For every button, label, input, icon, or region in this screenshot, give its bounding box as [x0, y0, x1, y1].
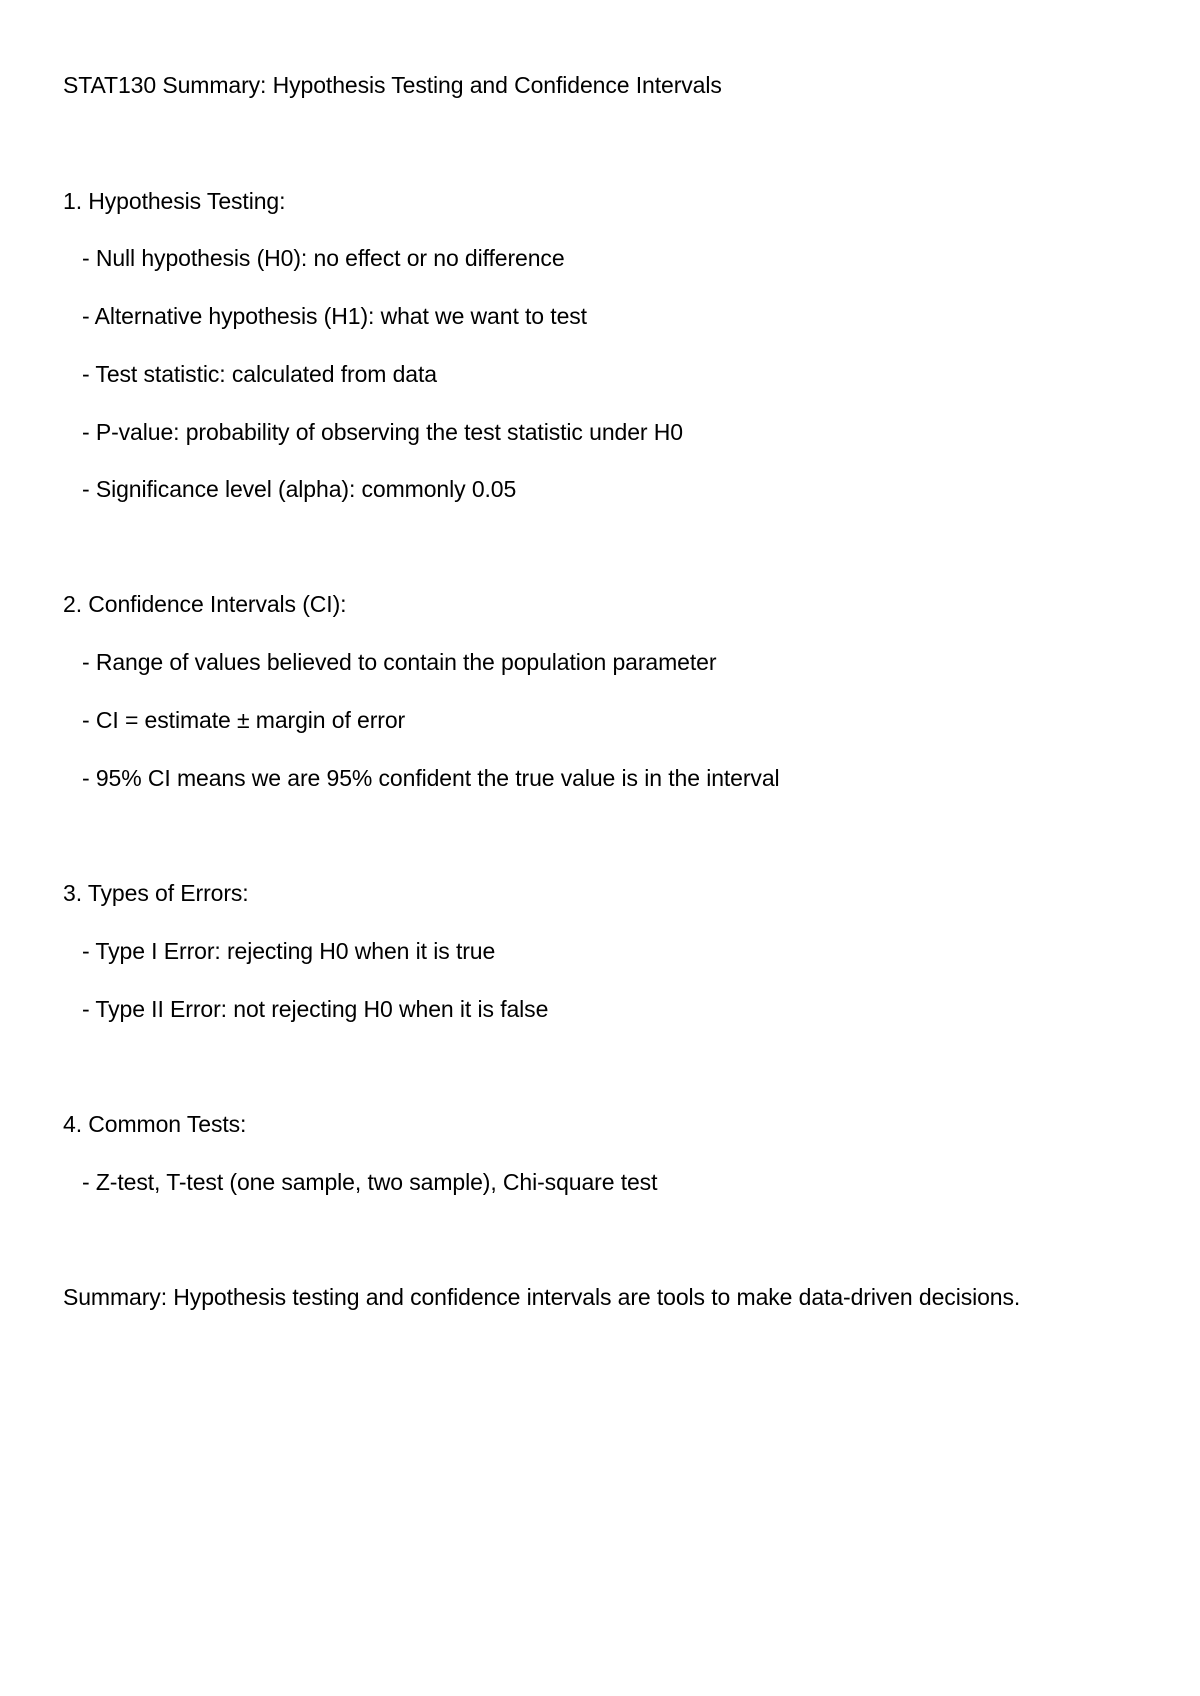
list-item: - P-value: probability of observing the test statistic under H0 — [82, 419, 683, 445]
section-heading: 3. Types of Errors: — [63, 880, 249, 906]
list-item: - Type II Error: not rejecting H0 when it is false — [82, 996, 549, 1022]
list-item: - Z-test, T-test (one sample, two sample), Chi-square test — [82, 1169, 658, 1195]
summary-text: Summary: Hypothesis testing and confidence intervals are tools to make data-driven decisions. — [63, 1284, 1021, 1310]
list-item: - Significance level (alpha): commonly 0.05 — [82, 476, 517, 502]
list-item: - Type I Error: rejecting H0 when it is true — [82, 938, 496, 964]
list-item: - 95% CI means we are 95% confident the true value is in the interval — [82, 765, 780, 791]
section-heading: 1. Hypothesis Testing: — [63, 188, 286, 214]
list-item: - Test statistic: calculated from data — [82, 361, 437, 387]
document-title: STAT130 Summary: Hypothesis Testing and Confidence Intervals — [63, 72, 722, 98]
list-item: - CI = estimate ± margin of error — [82, 707, 406, 733]
section-heading: 2. Confidence Intervals (CI): — [63, 591, 347, 617]
list-item: - Alternative hypothesis (H1): what we want to test — [82, 303, 587, 329]
list-item: - Range of values believed to contain the population parameter — [82, 649, 717, 675]
section-heading: 4. Common Tests: — [63, 1111, 247, 1137]
list-item: - Null hypothesis (H0): no effect or no difference — [82, 245, 565, 271]
